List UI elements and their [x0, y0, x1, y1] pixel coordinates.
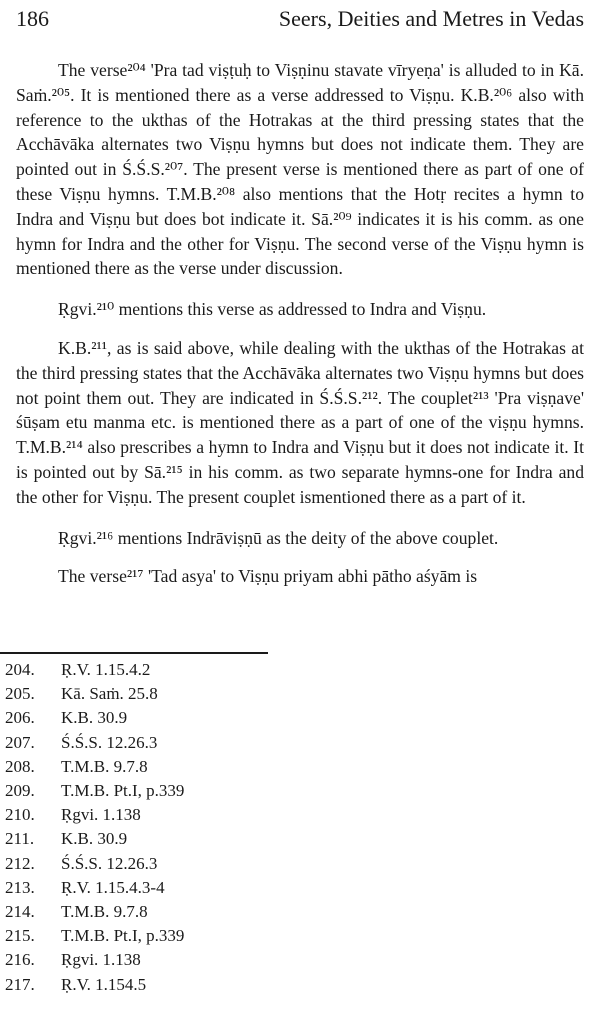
- footnote: [5, 658, 184, 682]
- footnote-number: 215.: [5, 926, 35, 946]
- footnote-number: 205.: [5, 684, 35, 704]
- footnote-number: 207.: [5, 732, 35, 752]
- footnote-number: 208.: [5, 756, 35, 776]
- footnote: [5, 755, 184, 779]
- footnote-number: 210.: [5, 805, 35, 825]
- body-text: [16, 58, 584, 589]
- footnote-reference: Ṛgvi. 1.138: [61, 950, 141, 970]
- paragraph: The verse²⁰⁴ 'Pra tad viṣṭuḥ to Viṣṇinu stavate vīryeṇa' is alluded to in Kā. Saṁ.²⁰⁵. It is mentioned there as a verse addressed to Viṣṇu. K.B.²⁰⁶ also with reference to the ukthas of the Hotrakas at the third pressing states that the Acchāvāka alternates two Viṣṇu hymns but does not indicate them. They are pointed out in Ś.Ś.S.²⁰⁷. The present verse is mentioned there as part of one of these Viṣṇu hymns. T.M.B.²⁰⁸ also mentions that the Hotṛ recites a hymn to Indra and Viṣṇu but does bot indicate it. Sā.²⁰⁹ indicates it is his comm. as one hymn for Indra and the other for Viṣṇu. The second verse of the Viṣṇu hymn is mentioned there as the verse under discussion.: [16, 60, 584, 279]
- footnote: [5, 900, 184, 924]
- footnote-reference: K.B. 30.9: [61, 829, 128, 849]
- footnote-number: 209.: [5, 781, 35, 801]
- footnote-reference: T.M.B. Pt.I, p.339: [61, 926, 185, 946]
- footnote-number: 212.: [5, 853, 35, 873]
- footnote-reference: Ṛgvi. 1.138: [61, 805, 141, 825]
- footnote-number: 211.: [5, 829, 35, 849]
- paragraph: Ṛgvi.²¹⁶ mentions Indrāviṣṇū as the deity of the above couplet.: [58, 527, 499, 548]
- footnotes: [5, 658, 184, 997]
- footnote-reference: Kā. Saṁ. 25.8: [61, 684, 158, 704]
- footnote-reference: Ṛ.V. 1.15.4.3-4: [61, 877, 165, 897]
- paragraph: Ṛgvi.²¹⁰ mentions this verse as addressed to Indra and Viṣṇu.: [58, 299, 487, 320]
- footnote-number: 217.: [5, 974, 35, 994]
- footnote-reference: Ś.Ś.S. 12.26.3: [61, 853, 158, 873]
- footnote-reference: Ś.Ś.S. 12.26.3: [61, 732, 158, 752]
- footnote: [5, 827, 184, 851]
- footnote-number: 216.: [5, 950, 35, 970]
- footnote: [5, 682, 184, 706]
- page-number: 186: [16, 6, 49, 31]
- footnote-number: 206.: [5, 708, 35, 728]
- paragraph: K.B.²¹¹, as is said above, while dealing with the ukthas of the Hotrakas at the third pressing states that the Acchāvāka alternates two Viṣṇu hymns but does not point them out. They are indicated in Ś.Ś.S.²¹². The couplet²¹³ 'Pra viṣṇave' śūṣam etu manma etc. is mentioned there as a part of one of the viṣṇu hymns. T.M.B.²¹⁴ also prescribes a hymn to Indra and Viṣṇu but it does not indicate it. It is pointed out by Sā.²¹⁵ in his comm. as two separate hymns-one for Indra and the other for Viṣṇu. The present couplet ismentioned there as a part of it.: [16, 337, 584, 507]
- footnote: [5, 779, 184, 803]
- footnote: [5, 876, 184, 900]
- footnote: [5, 924, 184, 948]
- page-header: [16, 6, 584, 36]
- footnote: [5, 948, 184, 972]
- footnote: [5, 973, 184, 997]
- footnote-reference: T.M.B. Pt.I, p.339: [61, 781, 185, 801]
- footnote: [5, 706, 184, 730]
- footnote-number: 204.: [5, 660, 35, 679]
- footnote: [5, 803, 184, 827]
- paragraph: The verse²¹⁷ 'Tad asya' to Viṣṇu priyam abhi pātho aśyām is: [58, 566, 478, 587]
- running-title: Seers, Deities and Metres in Vedas: [278, 6, 584, 31]
- footnote-reference: T.M.B. 9.7.8: [61, 756, 148, 776]
- footnote-reference: Ṛ.V. 1.15.4.2: [61, 660, 151, 679]
- footnote-rule: [0, 652, 268, 654]
- footnote-reference: K.B. 30.9: [61, 708, 128, 728]
- footnote-number: 214.: [5, 902, 35, 922]
- footnote-reference: T.M.B. 9.7.8: [61, 902, 148, 922]
- footnote-number: 213.: [5, 877, 35, 897]
- footnote: [5, 731, 184, 755]
- footnote-reference: Ṛ.V. 1.154.5: [61, 974, 147, 994]
- footnote: [5, 852, 184, 876]
